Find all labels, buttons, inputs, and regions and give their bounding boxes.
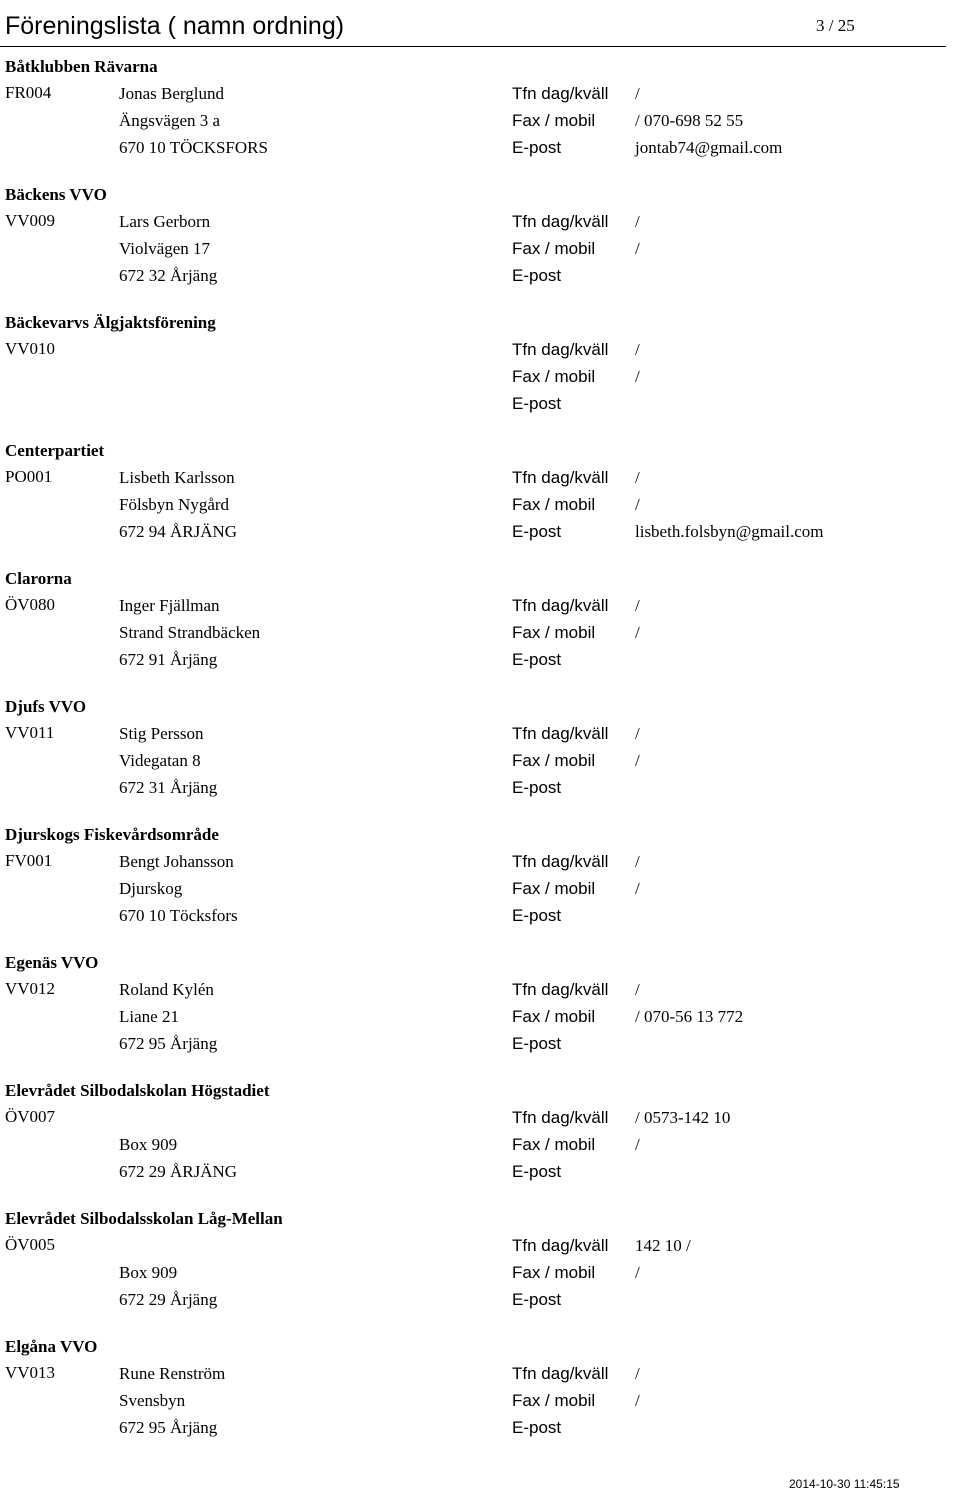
postal-city: 670 10 Töcksfors [119,906,238,925]
fax-label: Fax / mobil [512,111,596,130]
contact-name: Jonas Berglund [119,84,224,103]
phone-label: Tfn dag/kväll [512,724,609,743]
phone-label: Tfn dag/kväll [512,340,609,359]
org-name: Bäckevarvs Älgjaktsförening [5,313,216,332]
phone-label: Tfn dag/kväll [512,1364,609,1383]
fax-label: Fax / mobil [512,623,596,642]
organization-entry [0,1076,960,1204]
email-label: E-post [512,778,562,797]
phone-value: / 0573-142 10 [635,1108,731,1127]
fax-label: Fax / mobil [512,239,596,258]
email-label: E-post [512,266,562,285]
fax-label: Fax / mobil [512,879,596,898]
fax-value: / [635,239,640,258]
email-label: E-post [512,906,562,925]
street-address: Fölsbyn Nygård [119,495,230,514]
org-name: Elevrådet Silbodalsskolan Låg-Mellan [5,1209,283,1228]
postal-city: 672 31 Årjäng [119,778,218,797]
street-address: Liane 21 [119,1007,179,1026]
phone-value: / [635,980,640,999]
print-timestamp: 2014-10-30 11:45:15 [789,1477,900,1491]
postal-city: 670 10 TÖCKSFORS [119,138,268,157]
phone-label: Tfn dag/kväll [512,468,609,487]
street-address: Videgatan 8 [119,751,201,770]
org-code: FV001 [5,851,53,870]
contact-name: Inger Fjällman [119,596,220,615]
street-address: Ängsvägen 3 a [119,111,221,130]
org-name: Elevrådet Silbodalskolan Högstadiet [5,1081,270,1100]
page-number: 3 / 25 [816,16,855,35]
organization-list [0,52,960,1460]
org-name: Djurskogs Fiskevårdsområde [5,825,219,844]
organization-entry [0,564,960,692]
document-title: Föreningslista ( namn ordning) [5,12,345,40]
organization-entry [0,948,960,1076]
organization-entry [0,308,960,436]
postal-city: 672 29 ÅRJÄNG [119,1162,238,1181]
phone-label: Tfn dag/kväll [512,84,609,103]
postal-city: 672 94 ÅRJÄNG [119,522,238,541]
org-name: Egenäs VVO [5,953,99,972]
contact-name: Roland Kylén [119,980,214,999]
org-code: ÖV080 [5,595,56,614]
phone-value: / [635,340,640,359]
street-address: Svensbyn [119,1391,186,1410]
fax-value: / [635,623,640,642]
phone-label: Tfn dag/kväll [512,596,609,615]
email-label: E-post [512,394,562,413]
fax-value: / [635,1135,640,1154]
phone-value: / [635,724,640,743]
contact-name: Bengt Johansson [119,852,234,871]
email-label: E-post [512,1034,562,1053]
phone-value: / [635,84,640,103]
postal-city: 672 32 Årjäng [119,266,218,285]
phone-value: / [635,596,640,615]
fax-value: / [635,1391,640,1410]
fax-value: / [635,751,640,770]
phone-value: / [635,1364,640,1383]
email-label: E-post [512,1290,562,1309]
organization-entry [0,1332,960,1460]
fax-label: Fax / mobil [512,1135,596,1154]
organization-entry [0,436,960,564]
org-name: Bäckens VVO [5,185,107,204]
organization-entry [0,1204,960,1332]
postal-city: 672 91 Årjäng [119,650,218,669]
organization-entry [0,820,960,948]
email-label: E-post [512,522,562,541]
organization-entry [0,52,960,180]
postal-city: 672 29 Årjäng [119,1290,218,1309]
contact-name: Lisbeth Karlsson [119,468,235,487]
org-name: Djufs VVO [5,697,87,716]
org-code: VV009 [5,211,56,230]
org-name: Clarorna [5,569,72,588]
phone-label: Tfn dag/kväll [512,212,609,231]
fax-label: Fax / mobil [512,1391,596,1410]
fax-label: Fax / mobil [512,367,596,386]
postal-city: 672 95 Årjäng [119,1418,218,1437]
fax-label: Fax / mobil [512,495,596,514]
phone-label: Tfn dag/kväll [512,852,609,871]
street-address: Strand Strandbäcken [119,623,261,642]
phone-label: Tfn dag/kväll [512,1108,609,1127]
org-code: VV010 [5,339,56,358]
phone-value: / [635,468,640,487]
org-code: VV012 [5,979,56,998]
fax-label: Fax / mobil [512,751,596,770]
fax-value: / [635,1263,640,1282]
phone-label: Tfn dag/kväll [512,980,609,999]
fax-label: Fax / mobil [512,1263,596,1282]
street-address: Djurskog [119,879,183,898]
postal-city: 672 95 Årjäng [119,1034,218,1053]
fax-value: / [635,879,640,898]
fax-value: / [635,367,640,386]
street-address: Box 909 [119,1263,178,1282]
email-label: E-post [512,1418,562,1437]
contact-name: Stig Persson [119,724,204,743]
org-code: PO001 [5,467,53,486]
fax-value: / 070-56 13 772 [635,1007,744,1026]
fax-value: / [635,495,640,514]
contact-name: Lars Gerborn [119,212,211,231]
page-header [0,0,946,47]
email-value: jontab74@gmail.com [635,138,783,157]
organization-entry [0,692,960,820]
email-value: lisbeth.folsbyn@gmail.com [635,522,824,541]
organization-entry [0,180,960,308]
org-name: Elgåna VVO [5,1337,98,1356]
fax-value: / 070-698 52 55 [635,111,744,130]
org-code: ÖV007 [5,1107,56,1126]
street-address: Violvägen 17 [119,239,211,258]
org-name: Centerpartiet [5,441,105,460]
phone-label: Tfn dag/kväll [512,1236,609,1255]
email-label: E-post [512,650,562,669]
org-name: Båtklubben Rävarna [5,57,158,76]
contact-name: Rune Renström [119,1364,226,1383]
phone-value: / [635,852,640,871]
org-code: ÖV005 [5,1235,56,1254]
org-code: VV011 [5,723,55,742]
fax-label: Fax / mobil [512,1007,596,1026]
email-label: E-post [512,1162,562,1181]
street-address: Box 909 [119,1135,178,1154]
email-label: E-post [512,138,562,157]
org-code: FR004 [5,83,52,102]
phone-value: / [635,212,640,231]
phone-value: 142 10 / [635,1236,691,1255]
org-code: VV013 [5,1363,56,1382]
